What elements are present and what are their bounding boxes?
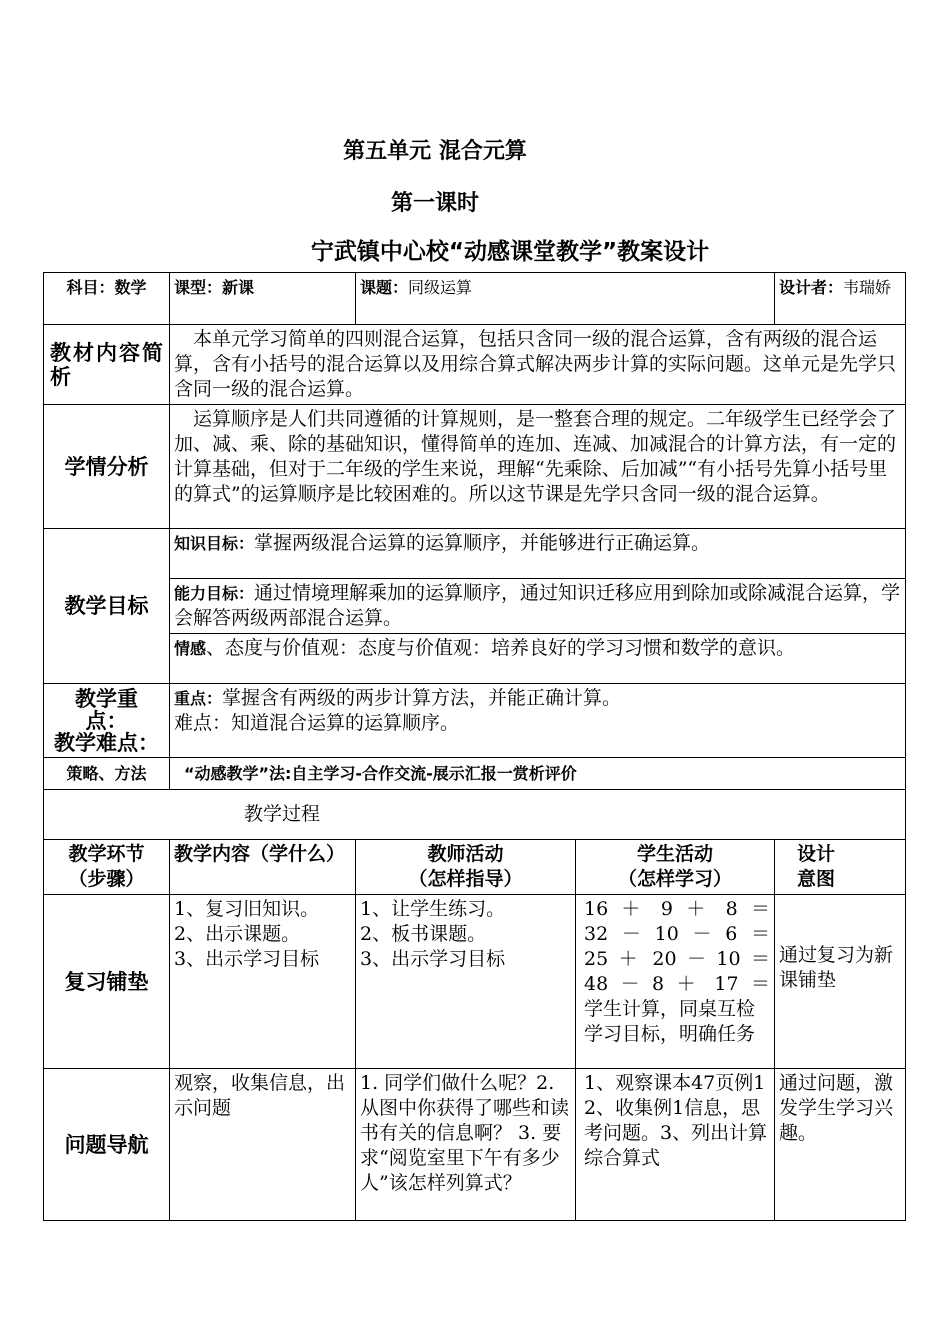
keypoints-label	[44, 684, 170, 758]
school-title: 宁武镇中心校“动感课堂教学”教案设计	[310, 239, 710, 265]
textbook-label: 教材内容简析	[44, 325, 170, 405]
process-title-row	[44, 790, 906, 840]
col-step-header-1: 教学环节	[68, 843, 145, 865]
review-student	[576, 895, 775, 1069]
review-content-2: 2、出示课题。	[174, 923, 301, 945]
review-teacher	[356, 895, 576, 1069]
review-calc-2: 32 － 10 － 6 ＝	[584, 923, 770, 945]
keypoints-label-3: 教学难点：	[54, 730, 159, 755]
review-student-text: 学生计算，同桌互检学习目标，明确任务	[584, 998, 756, 1045]
review-calc-1: 16 ＋ 9 ＋ 8 ＝	[584, 898, 770, 920]
strategy-row	[44, 758, 906, 790]
knowledge-label: 知识目标：	[174, 534, 255, 553]
key-label: 重点：	[174, 689, 223, 708]
info-row	[44, 273, 906, 325]
col-step-header-2: （步骤）	[68, 868, 145, 890]
textbook-content: 本单元学习简单的四则混合运算，包括只含同一级的混合运算，含有两级的混合运算，含有小括号的混合运算以及用综合算式解决两步计算的实际问题。这单元是先学只含同一级的混合运算。	[170, 325, 906, 405]
designer-label: 设计者：	[779, 278, 844, 297]
review-teacher-1: 1、让学生练习。	[360, 898, 506, 920]
process-header-row	[44, 840, 906, 895]
topic-cell	[356, 273, 775, 325]
learning-label: 学情分析	[44, 405, 170, 529]
keypoints-row	[44, 684, 906, 758]
designer-cell	[775, 273, 906, 325]
learning-content: 运算顺序是人们共同遵循的计算规则，是一整套合理的规定。二年级学生已经学会了加、减、乘、除的基础知识，懂得简单的连加、连减、加减混合的计算方法，有一定的计算基础，但对于二年级的学生来说，理解“先乘除、后加减”“有小括号先算小括号里的算式”的运算顺序是比较困难的。所以这节课是先学只含同一级的混合运算。	[170, 405, 906, 529]
goal-emotion-row	[44, 634, 906, 684]
navigation-step: 问题导航	[44, 1069, 170, 1221]
review-content-1: 1、复习旧知识。	[174, 898, 320, 920]
emotion-label: 情感	[174, 639, 207, 658]
emotion-text: 、态度与价值观：态度与价值观：培养良好的学习习惯和数学的意识。	[206, 637, 796, 659]
navigation-teacher: 1. 同学们做什么呢？2. 从图中你获得了哪些和读书有关的信息啊？ 3. 要求“阅览室里下午有多少人”该怎样列算式？	[356, 1069, 576, 1221]
subject-cell: 科目：数学	[44, 273, 170, 325]
col-teacher-header-1: 教师活动	[427, 843, 504, 865]
topic-value: 同级运算	[408, 278, 473, 297]
review-calc-4: 48 － 8 ＋ 17 ＝	[584, 973, 770, 995]
col-student-header-1: 学生活动	[636, 843, 713, 865]
process-title: 教学过程	[44, 790, 906, 840]
goal-knowledge	[170, 529, 906, 579]
learning-row	[44, 405, 906, 529]
key-text: 掌握含有两级的两步计算方法，并能正确计算。	[222, 687, 622, 709]
goals-label: 教学目标	[44, 529, 170, 684]
goal-ability	[170, 579, 906, 634]
topic-label: 课题：	[360, 278, 409, 297]
col-design-header	[775, 840, 906, 895]
difficulty-text: 难点：知道混合运算的运算顺序。	[174, 712, 460, 734]
ability-label: 能力目标：	[174, 584, 255, 603]
navigation-content: 观察，收集信息，出示问题	[170, 1069, 356, 1221]
process-row-navigation	[44, 1069, 906, 1221]
navigation-design: 通过问题，激发学生学习兴趣。	[775, 1069, 906, 1221]
col-content-header: 教学内容（学什么）	[170, 840, 356, 895]
lesson-plan-table	[43, 272, 906, 1221]
review-content-3: 3、出示学习目标	[174, 948, 320, 970]
keypoints-label-1: 教学重	[75, 686, 138, 711]
goal-ability-row	[44, 579, 906, 634]
col-design-header-1: 设计	[797, 843, 836, 865]
designer-value: 韦瑞娇	[843, 278, 892, 297]
review-calc-3: 25 ＋ 20 － 10 ＝	[584, 948, 770, 970]
goal-knowledge-row	[44, 529, 906, 579]
review-teacher-3: 3、出示学习目标	[360, 948, 506, 970]
knowledge-text: 掌握两级混合运算的运算顺序，并能够进行正确运算。	[254, 532, 711, 554]
ability-text: 通过情境理解乘加的运算顺序，通过知识迁移应用到除加或除减混合运算，学会解答两级两部混合运算。	[174, 582, 901, 629]
strategy-content: “动感教学”法:自主学习-合作交流-展示汇报一赏析评价	[170, 758, 906, 790]
review-step: 复习铺垫	[44, 895, 170, 1069]
col-teacher-header-2: （怎样指导）	[408, 868, 523, 890]
course-type-cell: 课型：新课	[170, 273, 356, 325]
review-content	[170, 895, 356, 1069]
goal-emotion	[170, 634, 906, 684]
lesson-title: 第一课时	[390, 191, 479, 216]
navigation-student: 1、观察课本47页例1 2、收集例1信息，思考问题。3、列出计算综合算式	[576, 1069, 775, 1221]
review-teacher-2: 2、板书课题。	[360, 923, 487, 945]
col-step-header	[44, 840, 170, 895]
strategy-label: 策略、方法	[44, 758, 170, 790]
process-row-review	[44, 895, 906, 1069]
textbook-row	[44, 325, 906, 405]
keypoints-content	[170, 684, 906, 758]
unit-title: 第五单元 混合元算	[343, 139, 527, 164]
review-design: 通过复习为新课铺垫	[775, 895, 906, 1069]
col-design-header-2: 意图	[797, 868, 836, 890]
keypoints-label-2: 点：	[85, 708, 128, 733]
col-teacher-header	[356, 840, 576, 895]
col-student-header	[576, 840, 775, 895]
col-student-header-2: （怎样学习）	[617, 868, 732, 890]
